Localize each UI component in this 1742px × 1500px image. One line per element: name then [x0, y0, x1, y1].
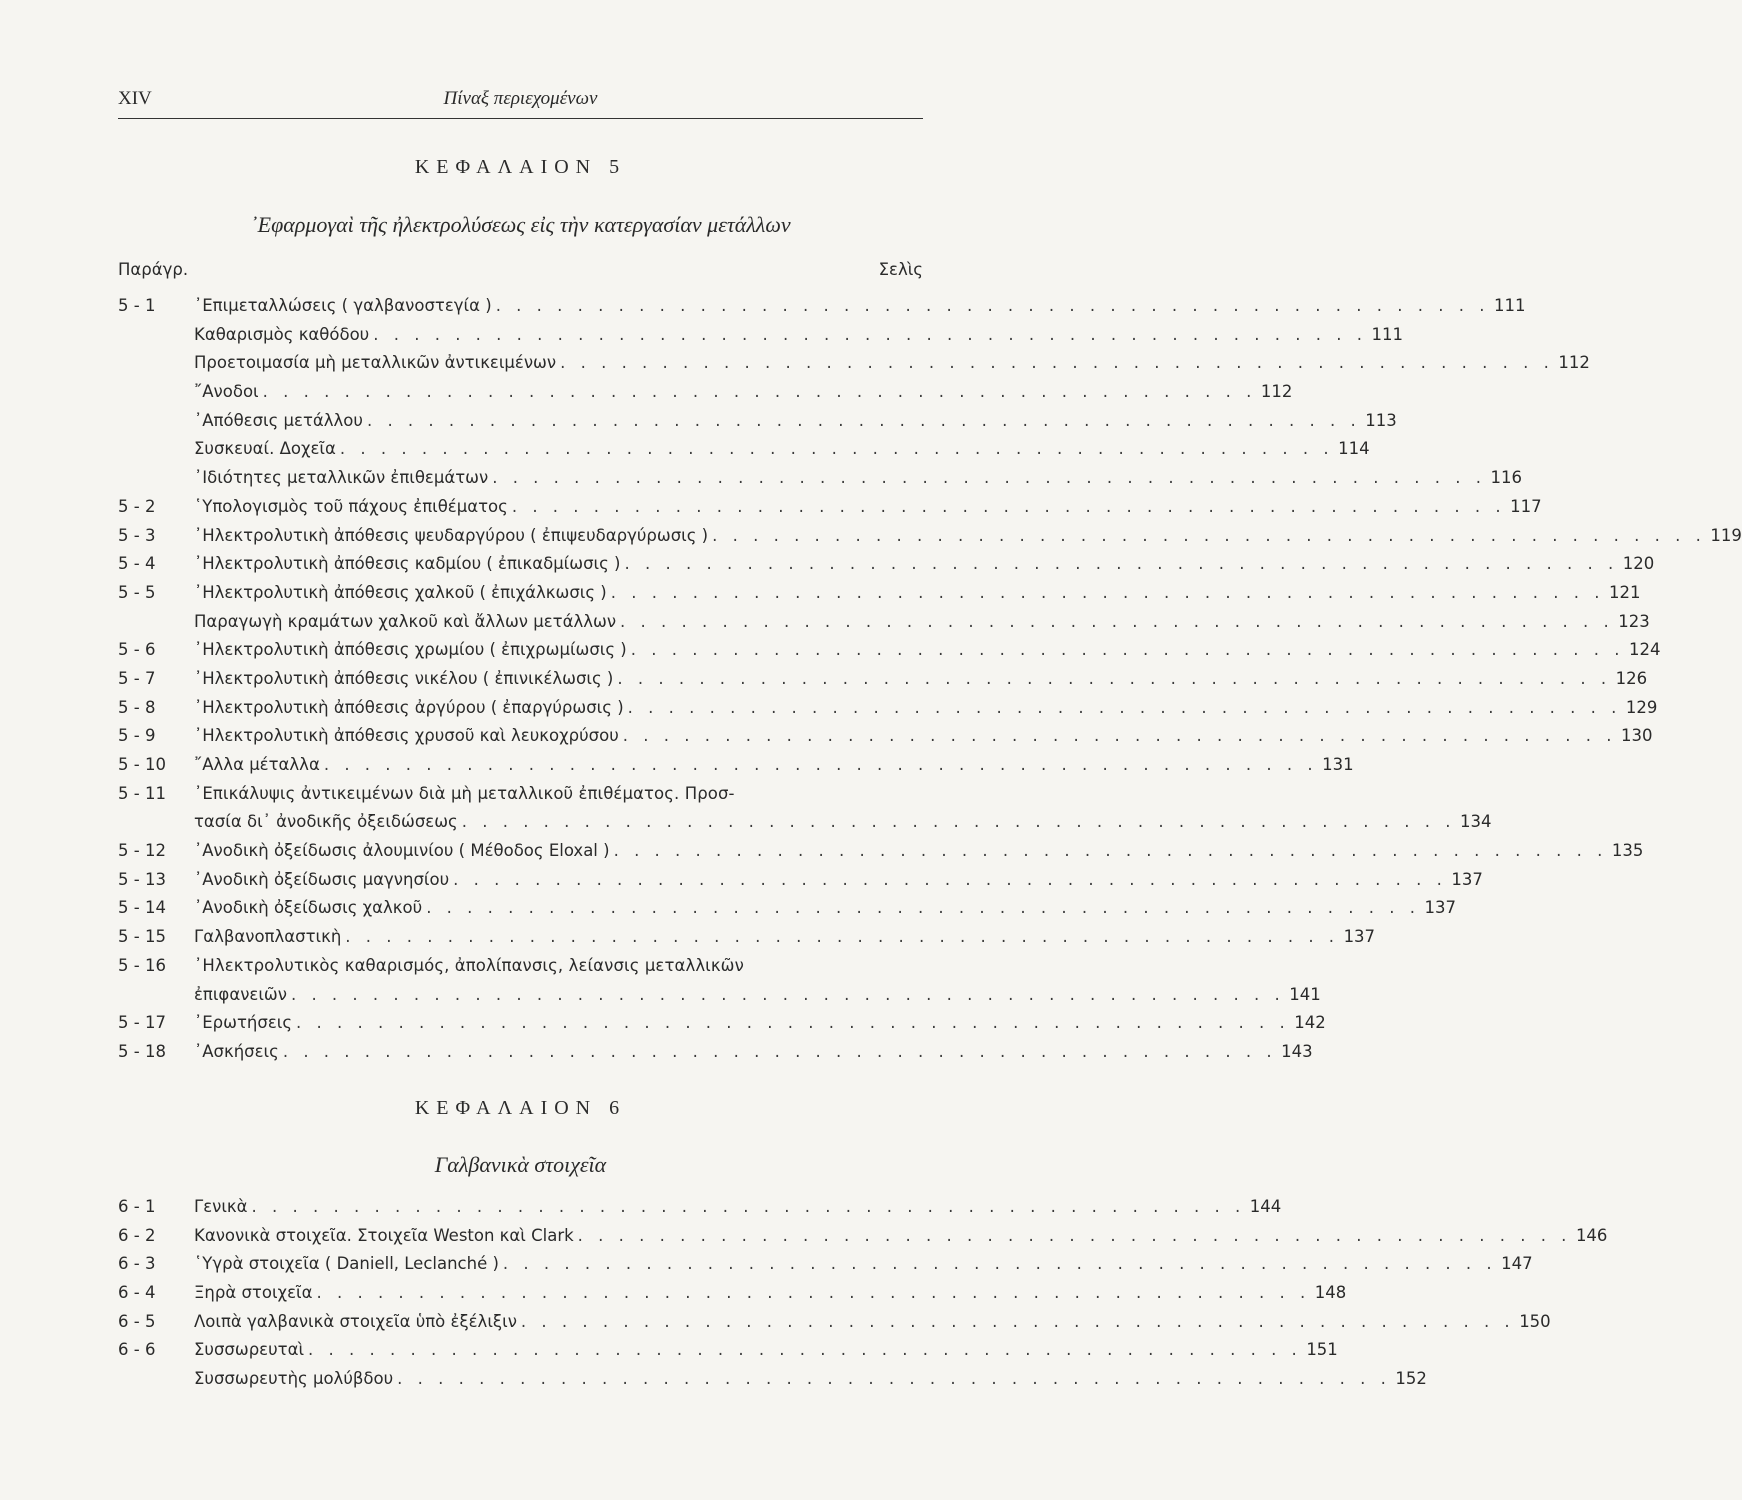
- section-title: ῾Υγρὰ στοιχεῖα ( Daniell, Leclanché ): [194, 1254, 499, 1274]
- section-title: Καθαρισμὸς καθόδου: [194, 324, 370, 344]
- dot-leader: . . . . . . . . . . . . . . . . . . . . . . . . . . . . . . . . . . . . . . . . . . . . . . . . .: [610, 582, 1605, 602]
- section-number: 5 - 9: [118, 726, 156, 746]
- toc-entry: [118, 636, 1661, 665]
- page-reference: 111: [1493, 296, 1526, 315]
- dot-leader: . . . . . . . . . . . . . . . . . . . . . . . . . . . . . . . . . . . . . . . . . . . . . . . . .: [282, 1041, 1277, 1061]
- dot-leader: . . . . . . . . . . . . . . . . . . . . . . . . . . . . . . . . . . . . . . . . . . . . . . . . .: [345, 927, 1340, 947]
- section-number: 6 - 5: [118, 1311, 156, 1331]
- toc-entry: [118, 1308, 1551, 1337]
- section-number: 5 - 6: [118, 640, 156, 660]
- section-number: 5 - 7: [118, 668, 156, 688]
- toc-entry: [118, 1009, 1326, 1038]
- chapter-6-entries: [118, 1193, 1608, 1394]
- toc-entry: [118, 321, 1403, 350]
- dot-leader: . . . . . . . . . . . . . . . . . . . . . . . . . . . . . . . . . . . . . . . . . . . . . . . . .: [251, 1197, 1246, 1216]
- running-head: [118, 88, 923, 119]
- section-title: ᾿Ηλεκτρολυτικὴ ἀπόθεσις χαλκοῦ ( ἐπιχάλκωσις ): [194, 582, 607, 602]
- page-reference: 117: [1510, 496, 1542, 516]
- page-reference: 114: [1338, 439, 1370, 459]
- toc-entry: [118, 837, 1644, 866]
- page-reference: 111: [1371, 324, 1403, 344]
- page-reference: 112: [1260, 382, 1293, 402]
- section-number: 5 - 3: [118, 525, 156, 545]
- toc-entry: [118, 435, 1370, 464]
- toc-entry: [118, 694, 1658, 723]
- page-reference: 146: [1575, 1225, 1608, 1245]
- page-reference: 137: [1424, 898, 1456, 918]
- chapter-5-label: ΚΕΦΑΛΑΙΟΝ 5: [414, 156, 627, 178]
- dot-leader: . . . . . . . . . . . . . . . . . . . . . . . . . . . . . . . . . . . . . . . . . . . . . . . . .: [290, 984, 1285, 1004]
- toc-entry: [118, 722, 1653, 751]
- section-title: ᾿Ηλεκτρολυτικὴ ἀπόθεσις νικέλου ( ἐπινικέλωσις ): [194, 668, 614, 688]
- chapter-5-title: ᾿Εφαρμογαὶ τῆς ἠλεκτρολύσεως εἰς τὴν κατεργασίαν μετάλλων: [250, 212, 791, 237]
- page-reference: 121: [1609, 582, 1641, 602]
- section-number: 5 - 15: [118, 927, 166, 947]
- section-number: 6 - 6: [118, 1340, 156, 1360]
- column-header-paragraph: Παράγρ.: [118, 260, 189, 279]
- toc-entry: [118, 952, 1321, 1009]
- running-title: Πίναξ περιεχομένων: [443, 88, 598, 109]
- toc-entry: [118, 522, 1742, 551]
- page-reference: 134: [1459, 812, 1492, 832]
- section-number: 6 - 2: [118, 1225, 156, 1245]
- section-number: 5 - 16: [118, 955, 166, 975]
- page-reference: 135: [1611, 841, 1644, 861]
- section-title: ᾿Ασκήσεις: [194, 1041, 279, 1061]
- section-title: Κανονικὰ στοιχεῖα. Στοιχεῖα Weston καὶ Clark: [194, 1225, 574, 1245]
- section-number: 6 - 1: [118, 1197, 156, 1216]
- toc-entry: [118, 1250, 1533, 1279]
- toc-entry: [118, 378, 1293, 407]
- dot-leader: . . . . . . . . . . . . . . . . . . . . . . . . . . . . . . . . . . . . . . . . . . . . . . . . .: [366, 410, 1361, 430]
- section-number: 5 - 13: [118, 869, 166, 889]
- page-reference: 137: [1343, 927, 1376, 947]
- toc-entry: [118, 1193, 1282, 1222]
- dot-leader: . . . . . . . . . . . . . . . . . . . . . . . . . . . . . . . . . . . . . . . . . . . . . . . . .: [453, 869, 1447, 889]
- section-title: Γαλβανοπλαστικὴ: [194, 927, 342, 947]
- page-reference: 150: [1519, 1311, 1551, 1331]
- dot-leader: . . . . . . . . . . . . . . . . . . . . . . . . . . . . . . . . . . . . . . . . . . . . . . . . .: [308, 1340, 1302, 1360]
- section-number: 5 - 2: [118, 496, 156, 516]
- section-title-line1: ᾿Επικάλυψις ἀντικειμένων διὰ μὴ μεταλλικοῦ ἐπιθέματος. Προσ-: [194, 783, 735, 803]
- dot-leader: . . . . . . . . . . . . . . . . . . . . . . . . . . . . . . . . . . . . . . . . . . . . . . . . .: [426, 898, 1420, 918]
- section-title: τασία δι᾿ ἀνοδικῆς ὀξειδώσεως: [194, 812, 458, 832]
- section-title: ᾿Ανοδικὴ ὀξείδωσις χαλκοῦ: [194, 898, 423, 918]
- dot-leader: . . . . . . . . . . . . . . . . . . . . . . . . . . . . . . . . . . . . . . . . . . . . . . . . .: [339, 439, 1334, 459]
- toc-entry: [118, 1365, 1427, 1394]
- dot-leader: . . . . . . . . . . . . . . . . . . . . . . . . . . . . . . . . . . . . . . . . . . . . . . . . .: [492, 468, 1486, 488]
- page-reference: 151: [1306, 1340, 1338, 1360]
- toc-entry: [118, 665, 1648, 694]
- section-title: ᾿Επιμεταλλώσεις ( γαλβανοστεγία ): [194, 296, 492, 315]
- section-title: Συσσωρευτὴς μολύβδου: [194, 1369, 394, 1389]
- toc-entry: [118, 579, 1641, 608]
- dot-leader: . . . . . . . . . . . . . . . . . . . . . . . . . . . . . . . . . . . . . . . . . . . . . . . . .: [627, 697, 1622, 717]
- toc-entry: [118, 1336, 1338, 1365]
- dot-leader: . . . . . . . . . . . . . . . . . . . . . . . . . . . . . . . . . . . . . . . . . . . . . . . . .: [613, 841, 1608, 861]
- chapter-6-label: ΚΕΦΑΛΑΙΟΝ 6: [414, 1097, 627, 1119]
- section-title: ᾿Ηλεκτρολυτικὴ ἀπόθεσις χρωμίου ( ἐπιχρωμίωσις ): [194, 640, 627, 660]
- chapter-5-entries: [118, 292, 1742, 1067]
- dot-leader: . . . . . . . . . . . . . . . . . . . . . . . . . . . . . . . . . . . . . . . . . . . . . . . . .: [502, 1254, 1497, 1274]
- toc-entry: [118, 1222, 1608, 1251]
- page-reference: 129: [1625, 697, 1658, 717]
- section-title: ῾Υπολογισμὸς τοῦ πάχους ἐπιθέματος: [194, 496, 508, 516]
- page-reference: 126: [1615, 668, 1648, 688]
- section-title: ᾿Ανοδικὴ ὀξείδωσις ἀλουμινίου ( Μέθοδος Eloxal ): [194, 841, 610, 861]
- section-title: ᾿Ηλεκτρολυτικὴ ἀπόθεσις καδμίου ( ἐπικαδμίωσις ): [194, 554, 621, 574]
- toc-entry: [118, 349, 1590, 378]
- dot-leader: . . . . . . . . . . . . . . . . . . . . . . . . . . . . . . . . . . . . . . . . . . . . . . . . .: [461, 812, 1456, 832]
- page-number: XIV: [118, 88, 152, 109]
- section-title: Λοιπὰ γαλβανικὰ στοιχεῖα ὑπὸ ἐξέλιξιν: [194, 1311, 517, 1331]
- page-reference: 148: [1314, 1283, 1347, 1303]
- dot-leader: . . . . . . . . . . . . . . . . . . . . . . . . . . . . . . . . . . . . . . . . . . . . . . . . .: [624, 554, 1619, 574]
- dot-leader: . . . . . . . . . . . . . . . . . . . . . . . . . . . . . . . . . . . . . . . . . . . . . . . . .: [560, 353, 1554, 373]
- page-reference: 124: [1629, 640, 1661, 660]
- toc-entry: [118, 923, 1376, 952]
- toc-entry: [118, 292, 1526, 321]
- page-reference: 141: [1289, 984, 1321, 1004]
- toc-entry: [118, 1038, 1313, 1067]
- section-number: 5 - 4: [118, 554, 156, 574]
- dot-leader: . . . . . . . . . . . . . . . . . . . . . . . . . . . . . . . . . . . . . . . . . . . . . . . . .: [373, 324, 1367, 344]
- dot-leader: . . . . . . . . . . . . . . . . . . . . . . . . . . . . . . . . . . . . . . . . . . . . . . . . .: [630, 640, 1625, 660]
- section-title: ῎Αλλα μέταλλα: [194, 755, 320, 774]
- dot-leader: . . . . . . . . . . . . . . . . . . . . . . . . . . . . . . . . . . . . . . . . . . . . . . . . .: [577, 1225, 1572, 1245]
- section-number: 6 - 3: [118, 1254, 156, 1274]
- page-reference: 113: [1365, 410, 1397, 430]
- page-reference: 152: [1395, 1369, 1427, 1389]
- page-reference: 137: [1451, 869, 1483, 889]
- section-title: Προετοιμασία μὴ μεταλλικῶν ἀντικειμένων: [194, 353, 557, 373]
- dot-leader: . . . . . . . . . . . . . . . . . . . . . . . . . . . . . . . . . . . . . . . . . . . . . . . . .: [622, 726, 1617, 746]
- page-reference: 144: [1249, 1197, 1282, 1216]
- section-number: 5 - 17: [118, 1013, 166, 1033]
- dot-leader: . . . . . . . . . . . . . . . . . . . . . . . . . . . . . . . . . . . . . . . . . . . . . . . . .: [262, 382, 1257, 402]
- section-title: ᾿Ηλεκτρολυτικὴ ἀπόθεσις χρυσοῦ καὶ λευκοχρύσου: [194, 726, 619, 746]
- section-title: Γενικὰ: [194, 1197, 248, 1216]
- dot-leader: . . . . . . . . . . . . . . . . . . . . . . . . . . . . . . . . . . . . . . . . . . . . . . . . .: [520, 1311, 1515, 1331]
- section-title: ᾿Ανοδικὴ ὀξείδωσις μαγνησίου: [194, 869, 450, 889]
- toc-entry: [118, 550, 1655, 579]
- section-number: 5 - 14: [118, 898, 166, 918]
- dot-leader: . . . . . . . . . . . . . . . . . . . . . . . . . . . . . . . . . . . . . . . . . . . . . . . . .: [511, 496, 1506, 516]
- toc-entry: [118, 464, 1522, 493]
- section-title: ᾿Ιδιότητες μεταλλικῶν ἐπιθεμάτων: [194, 468, 489, 488]
- chapter-6-title: Γαλβανικὰ στοιχεῖα: [434, 1152, 607, 1177]
- page-reference: 116: [1490, 468, 1522, 488]
- section-title: ᾿Ηλεκτρολυτικὴ ἀπόθεσις ἀργύρου ( ἐπαργύρωσις ): [194, 697, 624, 717]
- section-title: ἐπιφανειῶν: [194, 984, 287, 1004]
- dot-leader: . . . . . . . . . . . . . . . . . . . . . . . . . . . . . . . . . . . . . . . . . . . . . . . . .: [620, 611, 1614, 631]
- section-number: 5 - 10: [118, 755, 166, 774]
- toc-entry: [118, 608, 1650, 637]
- section-number: 5 - 12: [118, 841, 166, 861]
- section-number: 5 - 11: [118, 783, 166, 803]
- dot-leader: . . . . . . . . . . . . . . . . . . . . . . . . . . . . . . . . . . . . . . . . . . . . . . . . .: [617, 668, 1612, 688]
- dot-leader: . . . . . . . . . . . . . . . . . . . . . . . . . . . . . . . . . . . . . . . . . . . . . . . . .: [316, 1283, 1311, 1303]
- page-reference: 112: [1558, 353, 1590, 373]
- dot-leader: . . . . . . . . . . . . . . . . . . . . . . . . . . . . . . . . . . . . . . . . . . . . . . . . .: [397, 1369, 1391, 1389]
- toc-entry: [118, 866, 1483, 895]
- page-reference: 120: [1622, 554, 1655, 574]
- toc-entry: [118, 894, 1456, 923]
- section-title: Συσκευαί. Δοχεῖα: [194, 439, 336, 459]
- section-number: 6 - 4: [118, 1283, 156, 1303]
- page-reference: 142: [1294, 1013, 1326, 1033]
- column-header-page: Σελὶς: [878, 260, 923, 279]
- dot-leader: . . . . . . . . . . . . . . . . . . . . . . . . . . . . . . . . . . . . . . . . . . . . . . . . .: [495, 296, 1490, 315]
- page-reference: 130: [1621, 726, 1653, 746]
- section-title: ᾿Απόθεσις μετάλλου: [194, 410, 363, 430]
- toc-entry: [118, 751, 1354, 780]
- toc-entry: [118, 1279, 1347, 1308]
- section-title-line1: ᾿Ηλεκτρολυτικὸς καθαρισμός, ἀπολίπανσις, λείανσις μεταλλικῶν: [194, 955, 744, 975]
- section-title: ᾿Ηλεκτρολυτικὴ ἀπόθεσις ψευδαργύρου ( ἐπιψευδαργύρωσις ): [194, 525, 709, 545]
- page-reference: 123: [1618, 611, 1650, 631]
- section-title: Συσσωρευταὶ: [194, 1340, 305, 1360]
- section-title: Ξηρὰ στοιχεῖα: [194, 1283, 313, 1303]
- page-reference: 147: [1501, 1254, 1533, 1274]
- section-title: ᾿Ερωτήσεις: [194, 1013, 293, 1033]
- page-reference: 119: [1710, 525, 1742, 545]
- section-number: 5 - 18: [118, 1041, 166, 1061]
- page-reference: 143: [1281, 1041, 1313, 1061]
- dot-leader: . . . . . . . . . . . . . . . . . . . . . . . . . . . . . . . . . . . . . . . . . . . . . . . . .: [323, 755, 1318, 774]
- toc-entry: [118, 780, 1492, 837]
- page-reference: 131: [1322, 755, 1354, 774]
- toc-entry: [118, 493, 1542, 522]
- section-title: Παραγωγὴ κραμάτων χαλκοῦ καὶ ἄλλων μετάλλων: [194, 611, 617, 631]
- section-number: 5 - 1: [118, 296, 156, 315]
- dot-leader: . . . . . . . . . . . . . . . . . . . . . . . . . . . . . . . . . . . . . . . . . . . . . . . . .: [296, 1013, 1290, 1033]
- dot-leader: . . . . . . . . . . . . . . . . . . . . . . . . . . . . . . . . . . . . . . . . . . . . . . . . .: [712, 525, 1706, 545]
- section-number: 5 - 8: [118, 697, 156, 717]
- toc-entry: [118, 407, 1397, 436]
- section-number: 5 - 5: [118, 582, 156, 602]
- section-title: ῎Ανοδοι: [194, 382, 259, 402]
